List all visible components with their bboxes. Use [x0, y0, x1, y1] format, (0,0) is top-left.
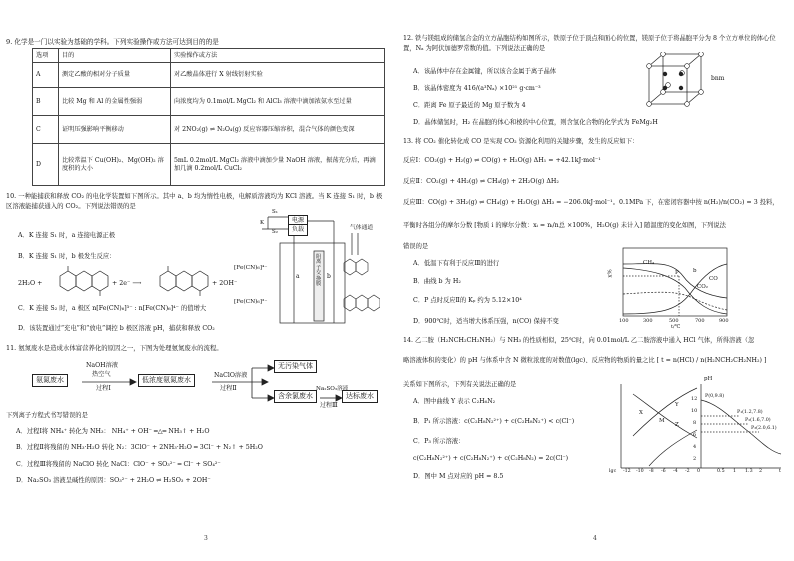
ammonia-flowchart	[30, 360, 390, 420]
quinone-structures	[340, 255, 380, 325]
arrow1-reagent2: 热空气	[92, 371, 111, 378]
q10-option-d: D．该装置通过“充电”和“放电”调控 b 极区溶液 pH，捕获和释放 CO₂	[18, 325, 215, 332]
row-option: D	[33, 144, 59, 186]
x-tick: -4	[673, 469, 678, 474]
chart-xlabel: t/℃	[671, 324, 681, 330]
q14-stem-2: 略溶液体积的变化）的 pH 与体系中含 N 微粒浓度的对数值(lgc)、反应物的物质的量之比 [ t = n(HCl) / n(H₂NCH₂CH₂NH₂) ]	[403, 357, 767, 364]
header-goal: 目的	[59, 49, 171, 63]
label-b: b	[693, 268, 697, 274]
cell-edge-label: bnm	[711, 75, 725, 82]
header-method: 实验操作或方法	[171, 49, 385, 63]
q13-option-a: A．低温下有利于反应Ⅲ的进行	[413, 260, 500, 267]
row-goal: 比较常温下 Cu(OH)₂、Mg(OH)₂ 溶度积的大小	[59, 144, 171, 186]
label-ch4: CH₄	[643, 260, 655, 266]
arrow2-reagent: NaClO溶液	[214, 372, 248, 379]
row-method: 向浓度均为 0.1mol/L MgCl₂ 和 AlCl₃ 溶液中滴加浓氨水至过量	[171, 88, 385, 116]
x-tick: 2	[759, 469, 763, 474]
q14-option-d: D．图中 M 点对应的 pH = 8.5	[413, 473, 504, 480]
switch-s1: S₁	[272, 209, 278, 215]
table-row	[33, 116, 385, 144]
chart-ylabel: x%	[607, 269, 614, 278]
q12-option-c: C．距离 Fe 原子最近的 Mg 原子数为 4	[413, 102, 526, 109]
x-tick-lgc: lgc	[609, 469, 617, 474]
row-method: 5mL 0.2mol/L MgCl₂ 溶液中滴加少量 NaOH 溶液，振荡充分后，再滴加几滴 0.2mol/L CuCl₂	[171, 144, 385, 186]
load-box: 负载	[288, 224, 308, 236]
ph-lgc-chart	[609, 376, 787, 480]
q10-stem: 10. 一种能捕获和释放 CO₂ 的电化学装置如下图所示。其中 a、b 均为惰性电极，电解质溶液均为 KCl 溶液。当 K 连接 S₁ 时，b 极区溶液能捕获通入的 CO₂。下列说法错误的是	[6, 192, 383, 210]
q11-option-a: A．过程Ⅰ将 NH₄⁺ 转化为 NH₃： NH₄⁺ + OH⁻ ═△═ NH₃↑ + H₂O	[16, 428, 210, 435]
q14-option-a: A．图中曲线 Y 表示 C₂H₆N₂	[413, 398, 496, 405]
fe-cn-3-label: [Fe(CN)₆]³⁻	[234, 299, 268, 305]
q12-option-a: A．该晶体中存在金属键，所以该合金属于离子晶体	[413, 68, 557, 75]
q11-stem: 11. 氨氮废水是造成水体富营养化的原因之一，下图为处理氨氮废水的流程。	[6, 344, 223, 352]
x-tick: 1	[733, 469, 737, 474]
row-option: C	[33, 116, 59, 144]
q13-reaction-5: 错误的是	[403, 243, 429, 250]
right-page	[397, 0, 794, 561]
curve-label-y: Y	[675, 402, 679, 408]
x-tick: -12	[623, 469, 631, 474]
x-tick: -6	[661, 469, 666, 474]
ph-tick: 8	[693, 420, 697, 426]
q13-reaction-1: 反应Ⅰ：CO₂(g) + H₂(g) ⇌ CO(g) + H₂O(g) ΔH₁ = +42.1kJ·mol⁻¹	[403, 157, 601, 164]
fe-cn-4-label: [Fe(CN)₆]⁴⁻	[234, 265, 268, 271]
q11-option-b: B．过程Ⅱ将残留的 NH₃·H₂O 转化 N₂：3ClO⁻ + 2NH₃·H₂O ═ 3Cl⁻ + N₂↑ + 5H₂O	[16, 444, 263, 451]
crystal-cell-figure	[643, 52, 709, 108]
header-option: 选项	[33, 49, 59, 63]
q13-reaction-4: 平衡时各组分的摩尔分数 [物质 i 的摩尔分数：xᵢ = nᵢ/n总 ×100%，H₂O(g) 未计入] 随温度的变化如图，下列说法	[403, 222, 726, 229]
curve-label-z: Z	[675, 422, 679, 428]
point-p3: P₃(2.0,6.1)	[751, 426, 777, 431]
x-tick-t: t	[779, 469, 781, 474]
q13-reaction-2: 反应Ⅱ：CO₂(g) + 4H₂(g) ⇌ CH₄(g) + 2H₂O(g) ΔH₂	[403, 178, 559, 185]
row-method: 对乙酸晶体进行 X 射线衍射实验	[171, 63, 385, 88]
row-method: 对 2NO₂(g) ⇌ N₂O₄(g) 反应容器压缩容积，混合气体的颜色变深	[171, 116, 385, 144]
electrode-a: a	[296, 273, 300, 280]
q10-eq-right: + 2OH⁻	[212, 280, 238, 287]
ph-tick: 10	[691, 408, 698, 414]
x-tick: -10	[636, 469, 644, 474]
switch-s2: S₂	[272, 229, 278, 235]
curve-label-x: X	[639, 410, 643, 416]
x-tick: 300	[643, 318, 653, 324]
point-p1: P₁(1.2,7.8)	[737, 410, 763, 415]
chart-ylabel-ph: pH	[704, 376, 713, 382]
curve-z	[649, 430, 697, 466]
ph-tick: 4	[693, 444, 697, 450]
electrochem-device-figure	[232, 209, 392, 325]
x-tick: -2	[685, 469, 690, 474]
q12-stem: 12. 铁与镁组成的储氢合金的立方晶胞结构如图所示，铁原子位于顶点和面心的位置，镁原子位于将晶胞平分为 8 个立方单位的体心位置，Nₐ 为阿伏加德罗常数的值。下列说法正确的是	[403, 35, 776, 52]
q11-ask: 下列离子方程式书写错误的是	[6, 412, 88, 419]
q10-eq-left: 2H₂O +	[18, 280, 43, 287]
ph-tick: 12	[691, 396, 698, 402]
q14-stem-1: 14. 乙二胺（H₂NCH₂CH₂NH₂）与 NH₃ 的性质相似，25℃时，向 0.01mol/L 乙二胺溶液中通入 HCl 气体，所得溶液（忽	[403, 337, 755, 344]
flow-box-low-conc: 低浓度氨氮废水	[138, 374, 195, 387]
row-option: A	[33, 63, 59, 88]
power-box: 电源	[288, 215, 308, 227]
point-label-m: M	[659, 418, 665, 424]
arrow2-process: 过程Ⅱ	[220, 385, 237, 392]
flow-box-clean-gas: 无污染气体	[274, 360, 317, 373]
table-row	[33, 88, 385, 116]
q14-stem-3: 关系如下图所示，下列有关说法正确的是	[403, 381, 517, 388]
q13-stem: 13. 将 CO₂ 催化转化成 CO 是实现 CO₂ 资源化利用的关键步骤，发生的反应如下：	[403, 138, 639, 145]
row-goal: 测定乙酸的相对分子质量	[59, 63, 171, 88]
page-number-left: 3	[204, 535, 208, 542]
point-p0: P(0,9.8)	[705, 394, 725, 399]
ph-tick: 2	[693, 456, 697, 462]
x-tick: 0.5	[717, 469, 725, 474]
q10-option-a: A．K 连接 S₁ 时，a 连接电源正极	[18, 232, 116, 239]
arrow3-reagent: Na₂SO₃溶液	[316, 386, 349, 392]
row-goal: 证明压强影响平衡移动	[59, 116, 171, 144]
x-tick: 0	[697, 469, 701, 474]
q14-option-b: B．P₁ 所示溶液：c(C₂H₈N₂²⁺) + c(C₂H₈N₂⁺) < c(Cl⁻)	[413, 418, 575, 425]
switch-k: K	[260, 220, 265, 226]
row-option: B	[33, 88, 59, 116]
q13-option-d: D．900℃时，适当增大体系压强，n(CO) 保持不变	[413, 318, 559, 325]
label-co2: CO₂	[697, 284, 708, 290]
flow-box-compliant: 达标废水	[342, 390, 378, 403]
q10-option-b: B．K 连接 S₁ 时，b 极发生反应：	[18, 253, 116, 260]
q9-stem: 9. 化学是一门以实验为基础的学科。下列实验操作或方法可达到目的的是	[6, 38, 219, 46]
label-p: P	[675, 270, 679, 276]
arrow3-process: 过程Ⅲ	[320, 402, 338, 409]
q14-option-c: C．P₃ 所示溶液：	[413, 438, 465, 445]
x-tick: 700	[695, 318, 705, 324]
q11-option-c: C．过程Ⅲ将残留的 NaClO 转化 NaCl：ClO⁻ + SO₃²⁻ ═ Cl⁻ + SO₄²⁻	[16, 461, 221, 468]
ph-tick: 6	[693, 432, 697, 438]
table-row	[33, 144, 385, 186]
q13-option-c: C．P 点时反应Ⅱ的 Kₚ 约为 5.12×10⁴	[413, 297, 522, 304]
x-tick: -8	[649, 469, 654, 474]
row-goal: 比较 Mg 和 Al 的金属性强弱	[59, 88, 171, 116]
flow-box-residual-chlorine: 含余氯废水	[274, 390, 317, 403]
q12-option-d: D．晶体储氢时，H₂ 在晶胞的体心和棱的中心位置，则含氢化合物的化学式为 FeMg₂H	[413, 119, 658, 126]
q13-reaction-3: 反应Ⅲ：CO(g) + 3H₂(g) ⇌ CH₄(g) + H₂O(g) ΔH₃ = −206.0kJ·mol⁻¹。0.1MPa 下，在密闭容器中按 n(H₂)/n(CO₂) = 3 投料，	[403, 199, 779, 206]
q11-option-d: D．Na₂SO₃ 溶液呈碱性的原因：SO₃²⁻ + 2H₂O ⇌ H₂SO₃ + 2OH⁻	[16, 477, 211, 484]
arrow1-process: 过程Ⅰ	[96, 385, 111, 392]
flow-box-raw-wastewater: 氨氮废水	[32, 374, 68, 387]
mole-fraction-chart	[607, 246, 733, 330]
x-tick: 900	[719, 318, 729, 324]
q10-eq-mid: + 2e⁻ ⟶	[112, 280, 142, 287]
x-tick: 1.3	[745, 469, 753, 474]
q9-table	[32, 48, 385, 186]
point-p2: P₂(1.6,7.0)	[745, 418, 771, 423]
q13-option-b: B．曲线 b 为 H₂	[413, 278, 461, 285]
table-header-row	[33, 49, 385, 63]
electrode-b: b	[327, 273, 331, 280]
table-row	[33, 63, 385, 88]
label-co: CO	[709, 276, 718, 282]
x-tick: 500	[669, 318, 679, 324]
membrane-label: 阴离子交换膜	[316, 254, 322, 288]
q10-option-c: C．K 连接 S₂ 时，a 极区 n[Fe(CN)₆]³⁻ : n[Fe(CN)₆]⁴⁻ 的值增大	[18, 305, 207, 312]
q12-option-b: B．该晶体密度为 416/(a³Nₐ) ×10²¹ g·cm⁻³	[413, 85, 541, 92]
arrow1-reagent: NaOH溶液	[86, 362, 118, 369]
gas-channel-label: 气体通道	[350, 225, 374, 231]
q14-option-c-cont: c(C₂H₈N₂²⁺) + c(C₂H₈N₂⁺) + c(C₂H₈N₂) = 2c(Cl⁻)	[413, 455, 569, 462]
page-number-right: 4	[593, 535, 597, 542]
x-tick: 100	[619, 318, 629, 324]
